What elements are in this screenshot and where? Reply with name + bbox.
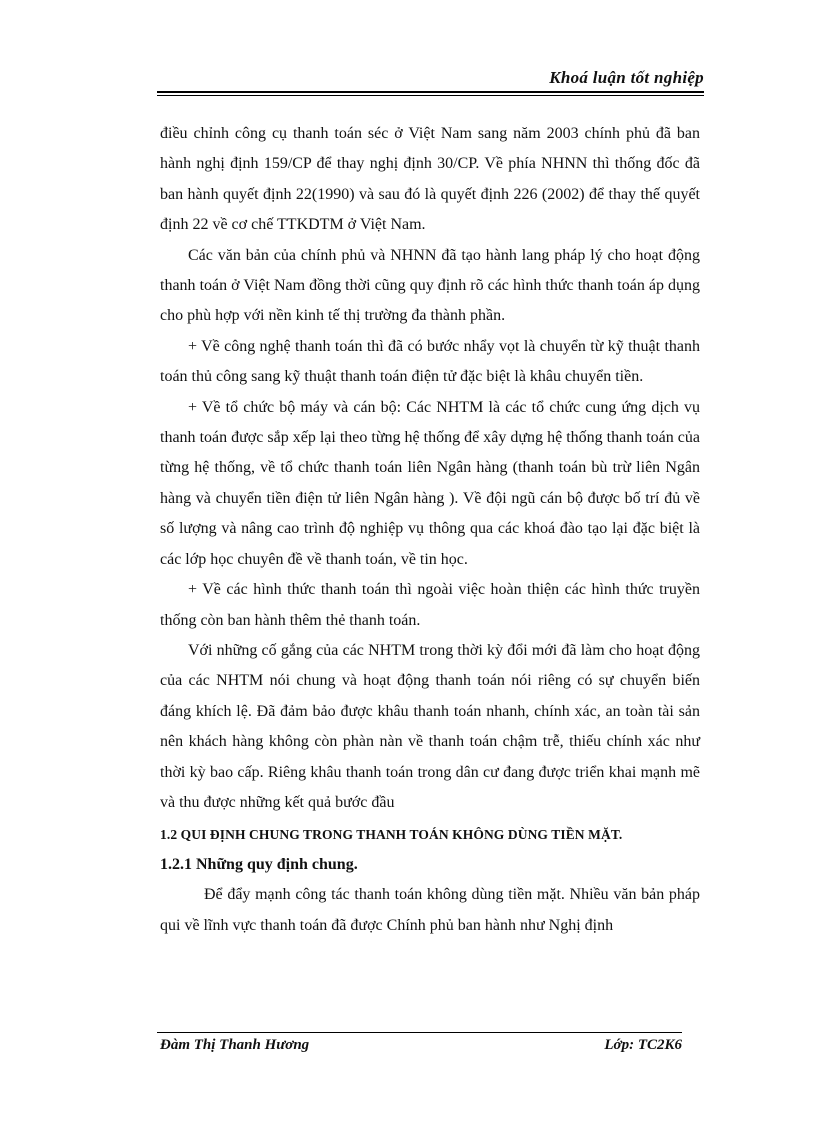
paragraph-payment-technology: + Về công nghệ thanh toán thì đã có bước nhẩy vọt là chuyển từ kỹ thuật thanh toán thủ công sang kỹ thuật thanh toán điện tử đặc biệt là khâu chuyển tiền. (160, 337, 700, 386)
footer-divider (157, 1032, 682, 1033)
paragraph-payment-forms: + Về các hình thức thanh toán thì ngoài việc hoàn thiện các hình thức truyền thống còn ban hành thêm thẻ thanh toán. (160, 581, 700, 629)
paragraph-continuation: điều chỉnh công cụ thanh toán séc ở Việt Nam sang năm 2003 chính phủ đã ban hành nghị định 159/CP để thay nghị định 30/CP. Về phía NHNN thì thống đốc đã ban hành quyết định 22(1990) và sau đó là quyết định 226 (2002) để thay thế quyết định 22 về cơ chế TTKDTM ở Việt Nam. (160, 125, 700, 234)
footer-class: Lớp: TC2K6 (604, 1037, 682, 1053)
section-heading-1-2: 1.2 QUI ĐỊNH CHUNG TRONG THANH TOÁN KHÔNG DÙNG TIỀN MẶT. (160, 827, 623, 843)
header-divider (157, 91, 704, 96)
footer-author: Đàm Thị Thanh Hương (160, 1037, 310, 1053)
paragraph-regulations: Để đẩy mạnh công tác thanh toán không dùng tiền mặt. Nhiều văn bản pháp qui về lĩnh vực thanh toán đã được Chính phủ ban hành như Nghị định (160, 886, 700, 934)
paragraph-organization-staff: + Về tổ chức bộ máy và cán bộ: Các NHTM là các tổ chức cung ứng dịch vụ thanh toán được sắp xếp lại theo từng hệ thống để xây dựng hệ thống thanh toán của từng hệ thống, về tổ chức thanh toán liên Ngân hàng (thanh toán bù trừ liên Ngân hàng và chuyển tiền điện tử liên Ngân hàng ). Về đội ngũ cán bộ được bố trí đủ về số lượng và nâng cao trình độ nghiệp vụ thông qua các khoá đào tạo lại đặc biệt là các lớp học chuyên đề về thanh toán, về tin học. (160, 398, 700, 568)
page-body (160, 119, 700, 941)
subsection-heading-1-2-1: 1.2.1 Những quy định chung. (160, 856, 358, 874)
paragraph-legal-framework: Các văn bản của chính phủ và NHNN đã tạo hành lang pháp lý cho hoạt động thanh toán ở Việt Nam đồng thời cũng quy định rõ các hình thức thanh toán áp dụng cho phù hợp với nền kinh tế thị trường đa thành phần. (160, 246, 700, 325)
paragraph-achievements: Với những cố gắng của các NHTM trong thời kỳ đổi mới đã làm cho hoạt động của các NHTM nói chung và hoạt động thanh toán nói riêng có sự chuyển biến đáng khích lệ. Đã đảm bảo được khâu thanh toán nhanh, chính xác, an toàn tài sản nên khách hàng không còn phàn nàn về thanh toán chậm trễ, thiếu chính xác như thời kỳ bao cấp. Riêng khâu thanh toán trong dân cư đang được triển khai mạnh mẽ và thu được những kết quả bước đầu (160, 641, 700, 811)
running-header-title: Khoá luận tốt nghiệp (549, 68, 704, 87)
